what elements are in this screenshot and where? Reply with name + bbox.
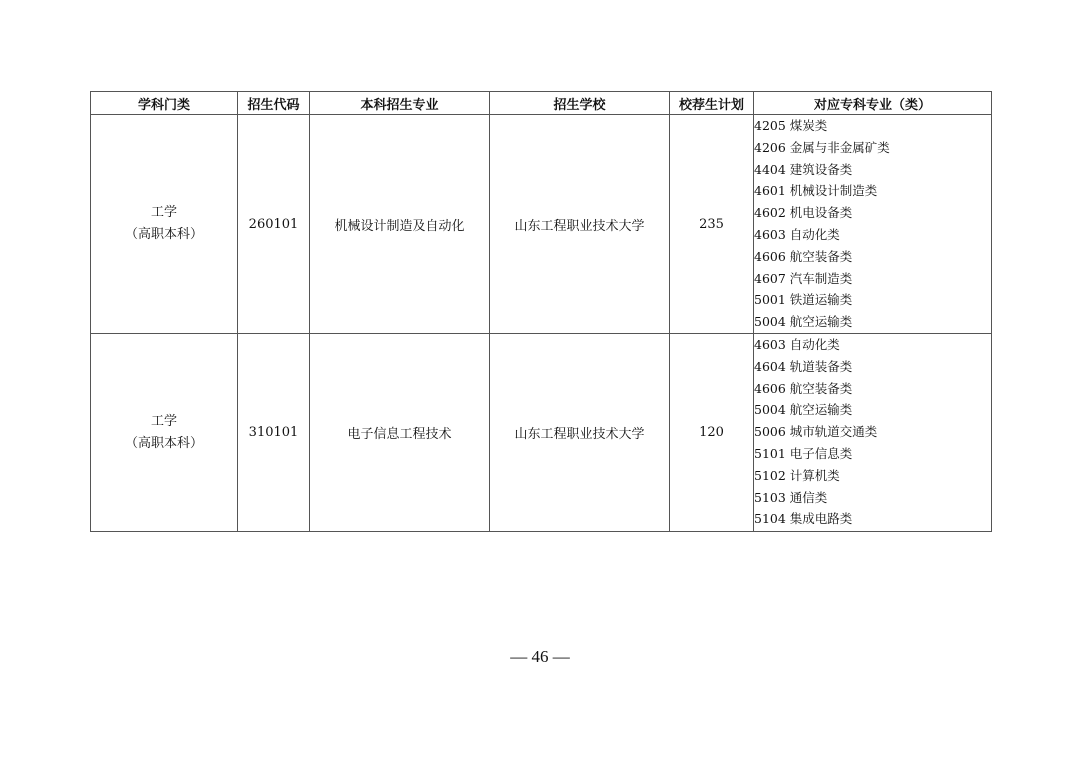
major-cell: 电子信息工程技术 — [310, 334, 490, 532]
specialty-item: 4607 汽车制造类 — [754, 270, 853, 286]
major-cell: 机械设计制造及自动化 — [310, 115, 490, 334]
specialty-item: 5102 计算机类 — [754, 467, 840, 483]
specialty-item: 5004 航空运输类 — [754, 402, 853, 418]
category-cell — [91, 115, 238, 334]
category-type: （高职本科） — [124, 227, 203, 242]
category-type: （高职本科） — [124, 435, 203, 451]
plan-cell: 120 — [670, 334, 754, 532]
school-cell: 山东工程职业技术大学 — [490, 115, 670, 334]
header-major: 本科招生专业 — [310, 92, 490, 115]
category-name: 工学 — [150, 205, 177, 220]
table-header-row — [91, 92, 992, 115]
specialty-item: 5004 航空运输类 — [754, 314, 853, 330]
header-school: 招生学校 — [490, 92, 670, 115]
specialty-item: 4606 航空装备类 — [754, 380, 853, 396]
code-cell: 260101 — [238, 115, 310, 334]
category-name: 工学 — [150, 413, 177, 429]
specialty-item: 4404 建筑设备类 — [754, 161, 853, 177]
specialty-item: 4603 自动化类 — [754, 226, 840, 242]
specialty-item: 5101 电子信息类 — [754, 445, 853, 461]
table-row — [91, 115, 992, 334]
plan-cell: 235 — [670, 115, 754, 334]
code-cell: 310101 — [238, 334, 310, 532]
specialty-item: 5104 集成电路类 — [754, 511, 853, 527]
specialty-item: 4205 煤炭类 — [754, 118, 828, 133]
enrollment-table — [90, 91, 992, 532]
specialty-item: 5001 铁道运输类 — [754, 292, 853, 308]
header-discipline: 学科门类 — [91, 92, 238, 115]
specialties-cell — [754, 334, 992, 532]
header-specialties: 对应专科专业（类） — [754, 92, 992, 115]
specialty-item: 4206 金属与非金属矿类 — [754, 139, 890, 155]
specialty-item: 5103 通信类 — [754, 489, 828, 505]
category-cell — [91, 334, 238, 532]
header-plan: 校荐生计划 — [670, 92, 754, 115]
specialties-cell — [754, 115, 992, 334]
header-code: 招生代码 — [238, 92, 310, 115]
specialty-item: 4604 轨道装备类 — [754, 358, 853, 374]
school-cell: 山东工程职业技术大学 — [490, 334, 670, 532]
specialty-item: 4603 自动化类 — [754, 337, 840, 352]
page-number: — 46 — — [510, 647, 570, 666]
specialty-item: 4602 机电设备类 — [754, 205, 853, 221]
specialty-item: 5006 城市轨道交通类 — [754, 424, 878, 440]
specialty-item: 4606 航空装备类 — [754, 248, 853, 264]
specialty-item: 4601 机械设计制造类 — [754, 183, 878, 199]
table-row — [91, 334, 992, 532]
